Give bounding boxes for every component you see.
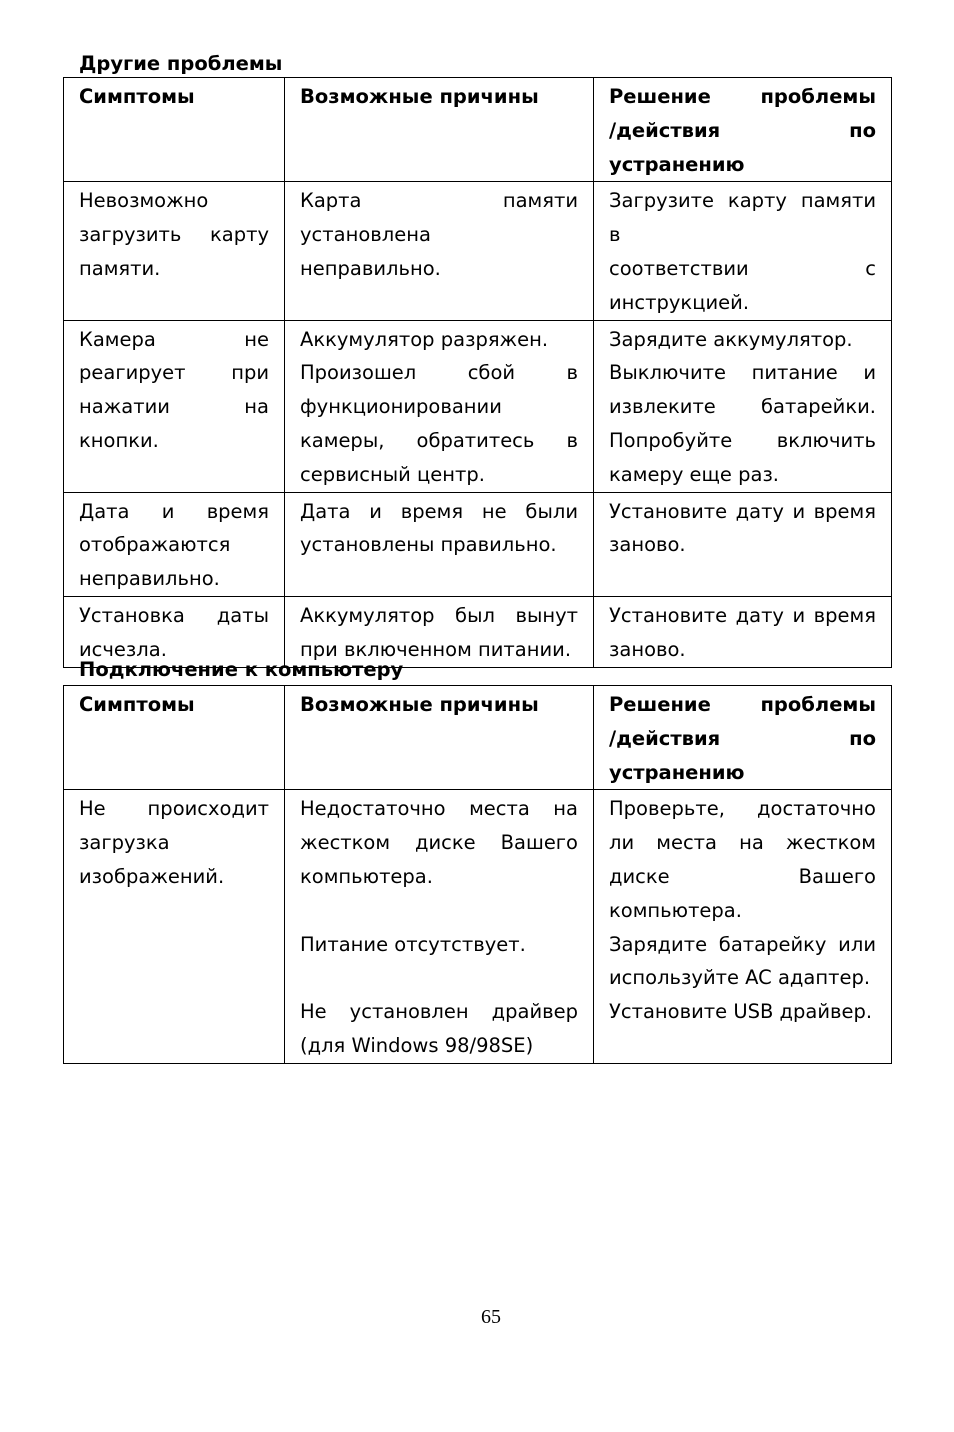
solution-cell: Загрузите карту памяти в соответствии с инструкцией. xyxy=(594,182,892,320)
header-causes: Возможные причины xyxy=(285,78,594,182)
cause-cell: Аккумулятор разряжен. Произошел сбой в функционировании камеры, обратитесь в сервисный центр. xyxy=(285,320,594,492)
section-title-other-problems: Другие проблемы xyxy=(79,52,283,75)
table-header-row xyxy=(64,686,892,790)
symptom-cell: Установка даты исчезла. xyxy=(64,596,285,667)
table-header-row xyxy=(64,78,892,182)
cause-cell: Недостаточно места на жестком диске Вашего компьютера. Питание отсутствует. Не установлен драйвер (для Windows 98/98SE) xyxy=(285,790,594,1063)
table-row xyxy=(64,790,892,1063)
header-solution: Решение проблемы /действия по устранению xyxy=(594,686,892,790)
table-row xyxy=(64,320,892,492)
cause-cell: Карта памяти установлена неправильно. xyxy=(285,182,594,320)
troubleshooting-table-computer xyxy=(63,685,892,1064)
table-row xyxy=(64,596,892,667)
troubleshooting-table-other xyxy=(63,77,892,668)
symptom-cell: Дата и время отображаются неправильно. xyxy=(64,492,285,596)
table-row xyxy=(64,492,892,596)
header-causes: Возможные причины xyxy=(285,686,594,790)
solution-cell: Проверьте, достаточно ли места на жестком диске Вашего компьютера. Зарядите батарейку или используйте AC адаптер. Установите USB драйвер. xyxy=(594,790,892,1063)
cause-cell: Дата и время не были установлены правильно. xyxy=(285,492,594,596)
solution-cell: Установите дату и время заново. xyxy=(594,492,892,596)
cause-cell: Аккумулятор был вынут при включенном питании. xyxy=(285,596,594,667)
header-symptoms: Симптомы xyxy=(64,686,285,790)
symptom-cell: Не происходит загрузка изображений. xyxy=(64,790,285,1063)
header-solution: Решение проблемы /действия по устранению xyxy=(594,78,892,182)
section-title-computer-connection: Подключение к компьютеру xyxy=(79,658,404,681)
page-number: 65 xyxy=(481,1306,501,1328)
header-symptoms: Симптомы xyxy=(64,78,285,182)
symptom-cell: Камера не реагирует при нажатии на кнопки. xyxy=(64,320,285,492)
solution-cell: Установите дату и время заново. xyxy=(594,596,892,667)
solution-cell: Зарядите аккумулятор. Выключите питание и извлеките батарейки. Попробуйте включить камеру еще раз. xyxy=(594,320,892,492)
symptom-cell: Невозможно загрузить карту памяти. xyxy=(64,182,285,320)
table-row xyxy=(64,182,892,320)
